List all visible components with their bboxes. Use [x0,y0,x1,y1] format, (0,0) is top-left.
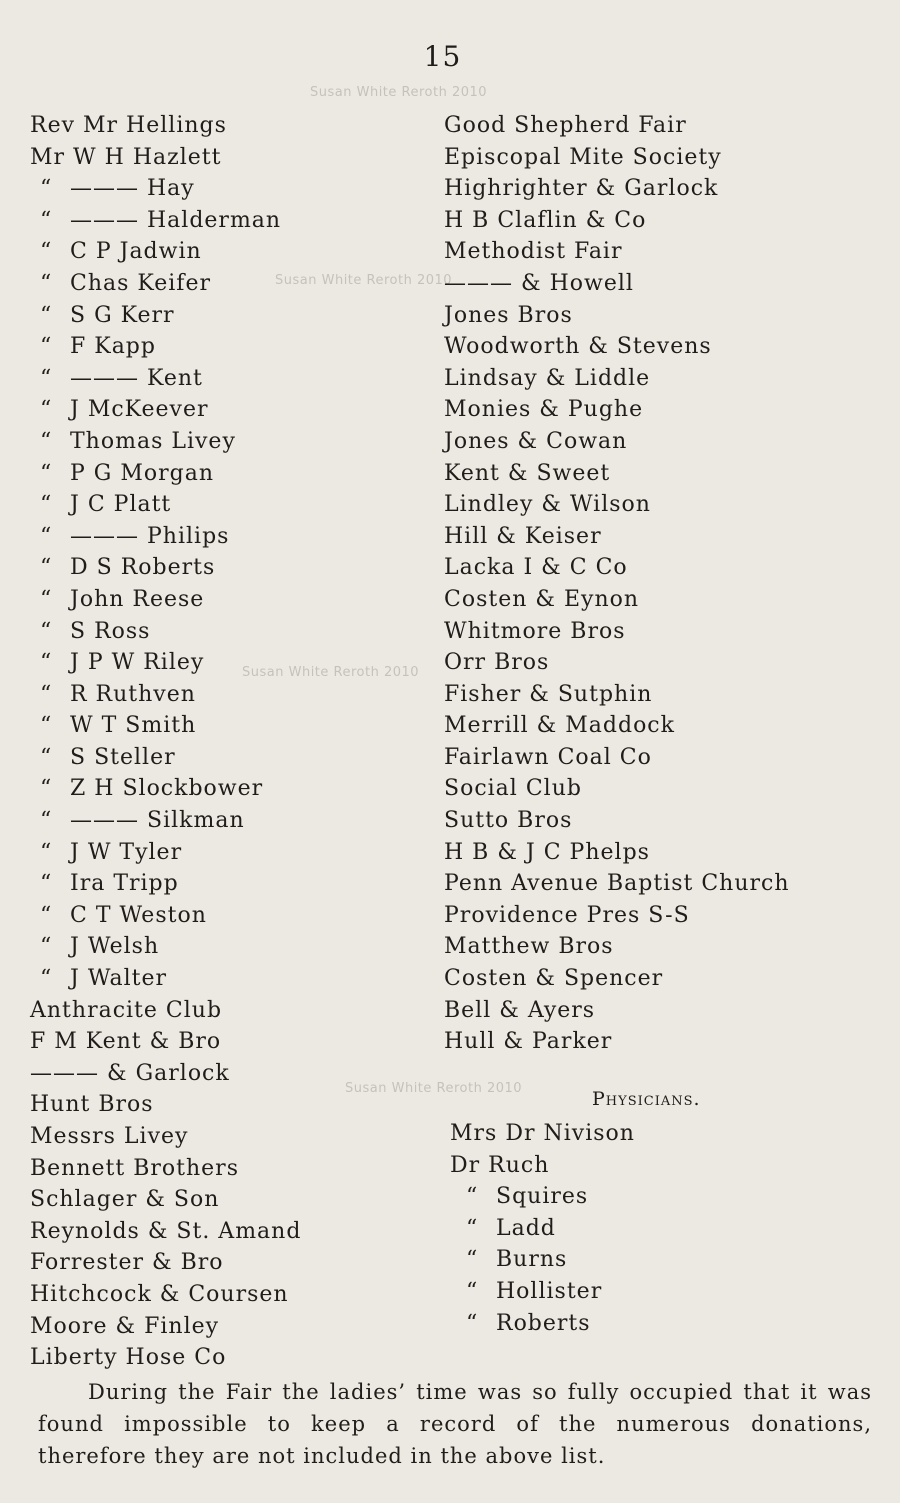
entry-name: Mr W H Hazlett [30,144,222,170]
list-item [450,1308,890,1340]
ditto-mark: “ [40,207,53,233]
ditto-mark: “ [40,428,53,454]
list-item [444,900,884,932]
entry-name: R Ruthven [70,681,196,707]
donor-list-left [30,110,440,1374]
list-item [30,1026,440,1058]
entry-name: J W Tyler [70,839,183,865]
list-item [30,1184,440,1216]
entry-name: Matthew Bros [444,934,614,960]
entry-name: Lacka I & C Co [444,555,628,581]
list-item [30,331,440,363]
entry-name: ——— Silkman [70,808,245,834]
entry-name: Jones & Cowan [444,428,628,454]
entry-name: Providence Pres S-S [444,902,690,928]
list-item [444,805,884,837]
ditto-mark: “ [40,176,53,202]
entry-name: Reynolds & St. Amand [30,1218,302,1244]
entry-name: F Kapp [70,334,156,360]
list-item [450,1276,890,1308]
entry-name: Lindley & Wilson [444,492,651,518]
list-item [444,521,884,553]
entry-name: Bell & Ayers [444,997,596,1023]
list-item [30,552,440,584]
entry-name: Ira Tripp [70,871,179,897]
ditto-mark: “ [40,934,53,960]
list-item [444,963,884,995]
list-item [444,300,884,332]
list-item [444,331,884,363]
ditto-mark: “ [466,1278,479,1304]
entry-name: Monies & Pughe [444,397,644,423]
entry-name: S G Kerr [70,302,175,328]
entry-name: Methodist Fair [444,239,623,265]
entry-name: Squires [496,1184,589,1210]
list-item [30,236,440,268]
ditto-mark: “ [40,808,53,834]
list-item [30,142,440,174]
entry-name: ——— Kent [70,365,203,391]
entry-name: J McKeever [70,397,209,423]
list-item [450,1150,890,1182]
ditto-mark: “ [466,1247,479,1273]
list-item [30,679,440,711]
entry-name: Highrighter & Garlock [444,176,719,202]
entry-name: Dr Ruch [450,1152,550,1178]
list-item [444,173,884,205]
ditto-mark: “ [40,365,53,391]
list-item [30,1247,440,1279]
list-item [444,489,884,521]
list-item [450,1244,890,1276]
list-item [444,394,884,426]
list-item [444,458,884,490]
entry-name: Hollister [496,1278,603,1304]
entry-name: ——— & Garlock [30,1060,230,1086]
entry-name: Jones Bros [444,302,573,328]
ditto-mark: “ [40,397,53,423]
entry-name: C P Jadwin [70,239,202,265]
ditto-mark: “ [40,492,53,518]
entry-name: Costen & Spencer [444,966,664,992]
list-item [30,616,440,648]
entry-name: ——— & Howell [444,270,634,296]
physicians-list [450,1118,890,1339]
list-item [30,363,440,395]
entry-name: J Welsh [70,934,160,960]
list-item [30,710,440,742]
ditto-mark: “ [40,839,53,865]
watermark: Susan White Reroth 2010 [275,273,453,288]
entry-name: Moore & Finley [30,1313,220,1339]
list-item [30,900,440,932]
list-item [444,236,884,268]
entry-name: S Steller [70,744,176,770]
list-item [444,995,884,1027]
entry-name: Penn Avenue Baptist Church [444,871,790,897]
list-item [30,647,440,679]
list-item [30,1058,440,1090]
entry-name: Episcopal Mite Society [444,144,722,170]
watermark: Susan White Reroth 2010 [345,1081,523,1096]
list-item [450,1118,890,1150]
entry-name: ——— Halderman [70,207,282,233]
list-item [30,584,440,616]
list-item [30,1121,440,1153]
ditto-mark: “ [40,902,53,928]
entry-name: H B & J C Phelps [444,839,650,865]
list-item [444,868,884,900]
list-item [30,868,440,900]
list-item [30,773,440,805]
list-item [444,837,884,869]
watermark: Susan White Reroth 2010 [242,665,420,680]
list-item [444,710,884,742]
list-item [444,552,884,584]
entry-name: C T Weston [70,902,207,928]
entry-name: Rev Mr Hellings [30,113,227,138]
list-item [30,931,440,963]
list-item [30,1089,440,1121]
ditto-mark: “ [40,239,53,265]
ditto-mark: “ [466,1310,479,1336]
list-item [30,1216,440,1248]
list-item [30,742,440,774]
entry-name: Merrill & Maddock [444,713,675,739]
list-item [30,394,440,426]
list-item [30,1153,440,1185]
ditto-mark: “ [40,744,53,770]
entry-name: Hunt Bros [30,1092,154,1118]
entry-name: D S Roberts [70,555,216,581]
ditto-mark: “ [40,334,53,360]
entry-name: J P W Riley [70,650,205,676]
ditto-mark: “ [40,966,53,992]
ditto-mark: “ [40,650,53,676]
list-item [30,458,440,490]
ditto-mark: “ [40,681,53,707]
list-item [30,110,440,142]
entry-name: Hill & Keiser [444,523,602,549]
list-item [30,426,440,458]
ditto-mark: “ [40,460,53,486]
ditto-mark: “ [40,871,53,897]
entry-name: Orr Bros [444,650,550,676]
list-item [444,268,884,300]
entry-name: Fairlawn Coal Co [444,744,652,770]
entry-name: Social Club [444,776,582,802]
list-item [450,1213,890,1245]
entry-name: P G Morgan [70,460,215,486]
entry-name: J C Platt [70,492,172,518]
entry-name: Roberts [496,1310,591,1336]
list-item [444,363,884,395]
list-item [30,300,440,332]
list-item [30,489,440,521]
watermark: Susan White Reroth 2010 [310,85,488,100]
entry-name: Woodworth & Stevens [444,334,712,360]
entry-name: Fisher & Sutphin [444,681,653,707]
entry-name: W T Smith [70,713,197,739]
entry-name: Ladd [496,1215,556,1241]
ditto-mark: “ [466,1215,479,1241]
entry-name: Thomas Livey [70,428,236,454]
list-item [30,837,440,869]
list-item [30,805,440,837]
entry-name: Good Shepherd Fair [444,113,687,138]
entry-name: John Reese [70,586,205,612]
entry-name: Anthracite Club [30,997,223,1023]
physicians-heading: Physicians. [592,1088,701,1110]
list-item [30,1279,440,1311]
list-item [30,205,440,237]
donor-list-right [444,110,884,1058]
ditto-mark: “ [40,523,53,549]
entry-name: Sutto Bros [444,808,573,834]
ditto-mark: “ [40,555,53,581]
list-item [444,584,884,616]
list-item [444,679,884,711]
entry-name: Messrs Livey [30,1124,189,1149]
list-item [30,1311,440,1343]
entry-name: F M Kent & Bro [30,1029,222,1055]
list-item [444,426,884,458]
list-item [444,1026,884,1058]
closing-note: During the Fair the ladies’ time was so fully occupied that it was found impossible to keep a record of the numerous donations, therefore they are not included in the above list. [38,1380,872,1468]
entry-name: Liberty Hose Co [30,1345,227,1371]
entry-name: Hull & Parker [444,1029,613,1055]
list-item [444,742,884,774]
list-item [30,963,440,995]
entry-name: Mrs Dr Nivison [450,1121,635,1146]
list-item [444,110,884,142]
entry-name: ——— Philips [70,523,230,549]
list-item [30,995,440,1027]
list-item [30,173,440,205]
entry-name: H B Claflin & Co [444,207,647,233]
ditto-mark: “ [466,1184,479,1210]
entry-name: Kent & Sweet [444,460,611,486]
entry-name: Burns [496,1247,568,1273]
ditto-mark: “ [40,302,53,328]
list-item [450,1181,890,1213]
entry-name: Hitchcock & Coursen [30,1281,289,1307]
entry-name: Z H Slockbower [70,776,264,802]
ditto-mark: “ [40,776,53,802]
ditto-mark: “ [40,586,53,612]
entry-name: Chas Keifer [70,270,211,296]
ditto-mark: “ [40,618,53,644]
entry-name: Whitmore Bros [444,618,626,644]
entry-name: J Walter [70,966,168,992]
ditto-mark: “ [40,713,53,739]
entry-name: Lindsay & Liddle [444,365,651,391]
list-item [30,521,440,553]
entry-name: Schlager & Son [30,1187,220,1213]
list-item [30,1342,440,1374]
list-item [444,616,884,648]
list-item [30,268,440,300]
entry-name: Forrester & Bro [30,1250,224,1276]
list-item [444,142,884,174]
ditto-mark: “ [40,270,53,296]
entry-name: ——— Hay [70,176,195,202]
entry-name: S Ross [70,618,151,644]
list-item [444,647,884,679]
entry-name: Bennett Brothers [30,1155,239,1181]
entry-name: Costen & Eynon [444,586,640,612]
list-item [444,205,884,237]
list-item [444,773,884,805]
page-number: 15 [423,40,462,73]
list-item [444,931,884,963]
